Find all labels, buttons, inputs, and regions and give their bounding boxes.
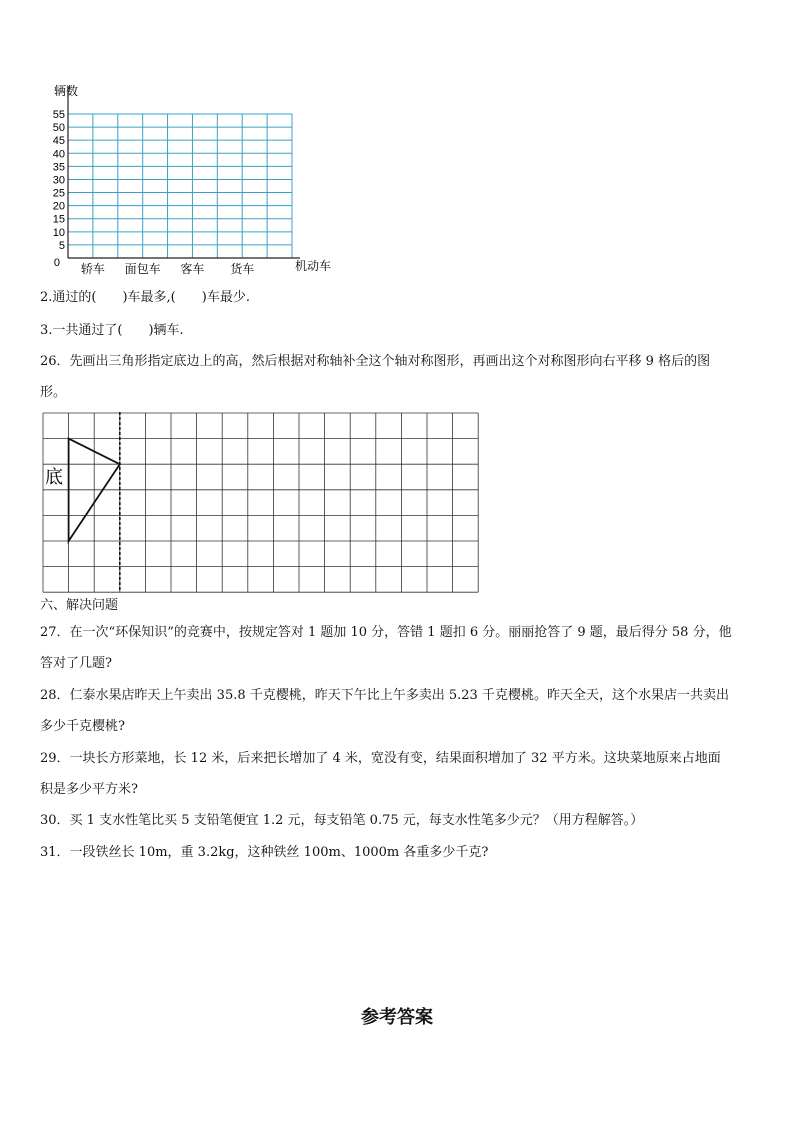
grid-lines [43, 413, 478, 592]
question-30: 30．买 1 支水性笔比买 5 支铅笔便宜 1.2 元，每支铅笔 0.75 元，每支水性笔多少元？（用方程解答。） [40, 813, 644, 828]
y-tick-label: 10 [52, 226, 65, 239]
y-tick-label: 0 [53, 257, 60, 269]
y-tick-label: 55 [52, 109, 65, 121]
question-27-line2: 答对了几题? [40, 656, 112, 671]
category-label: 面包车 [124, 262, 161, 276]
answer-title: 参考答案 [361, 1007, 433, 1028]
vehicle-bar-chart [40, 78, 360, 283]
question-31: 31．一段铁丝长 10m，重 3.2kg，这种铁丝 100m、1000m 各重多少千克? [40, 845, 489, 860]
question-29-line2: 积是多少平方米? [40, 782, 138, 797]
y-tick-label: 5 [58, 239, 65, 252]
question-26-line1: 26．先画出三角形指定底边上的高，然后根据对称轴补全这个轴对称图形，再画出这个对称图形向右平移 9 格后的图 [40, 354, 711, 369]
drawing-grid [42, 412, 482, 596]
question-26-line2: 形。 [40, 385, 67, 400]
y-tick-label: 20 [52, 200, 65, 213]
question-27-line1: 27．在一次“环保知识”的竞赛中，按规定答对 1 题加 10 分，答错 1 题扣 6 分。丽丽抢答了 9 题，最后得分 58 分，他 [40, 625, 732, 640]
y-tick-label: 30 [52, 174, 65, 187]
question-29-line1: 29．一块长方形菜地，长 12 米，后来把长增加了 4 米，宽没有变，结果面积增加了 32 平方米。这块菜地原来占地面 [40, 751, 721, 766]
chart-grid [68, 86, 300, 258]
y-tick-label: 15 [52, 213, 65, 226]
question-28-line1: 28．仁泰水果店昨天上午卖出 35.8 千克樱桃，昨天下午比上午多卖出 5.23 千克樱桃。昨天全天，这个水果店一共卖出 [40, 688, 729, 703]
y-tick-label: 40 [52, 148, 65, 161]
y-tick-label: 45 [52, 135, 65, 148]
y-tick-label: 50 [52, 122, 65, 135]
section-6-heading: 六、解决问题 [40, 598, 119, 613]
y-tick-label: 25 [52, 187, 65, 200]
base-label: 底 [45, 467, 63, 487]
x-axis-label: 机动车 [295, 259, 332, 273]
question-2: 2.通过的( )车最多,( )车最少. [40, 290, 250, 305]
y-axis-label: 辆数 [54, 84, 79, 98]
category-labels [81, 261, 254, 276]
category-label: 客车 [180, 262, 205, 276]
category-label: 轿车 [80, 262, 105, 276]
question-3: 3.一共通过了( )辆车. [40, 323, 184, 338]
y-tick-label: 35 [52, 161, 65, 174]
category-label: 货车 [230, 262, 255, 276]
question-28-line2: 多少千克樱桃? [40, 719, 125, 734]
y-tick-labels [53, 109, 65, 269]
